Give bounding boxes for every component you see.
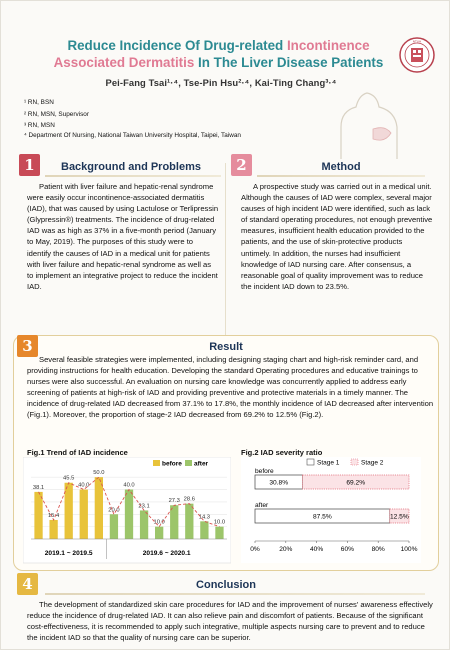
fig1-trend-chart (23, 457, 231, 567)
legend-swatch-before (153, 460, 160, 466)
method-paragraph: A prospective study was carried out in a medical unit. Although the causes of IAD were complex, several major causes of high incident IAD were identified, such as lack of standard operating procedures, not enough preventive measures, insufficient health education provided to the patients, and the use of skin-protective products untimely. In addition, the nurses had insufficient knowledge of IAD nursing care. After consensus, a reasonable goal of quality improvement was to reduce the incident IAD down to 23.5%. (241, 182, 433, 291)
background-paragraph: Patient with liver failure and hepatic-renal syndrome were easily occur incontinence-associated dermatitis (IAD), that was caused by using Lactulose or Terlipressin (Glypressin®) treatments. The incidence of drug-related IAD was as high as 37% in a five-month period (January to May, 2019). The purposes of this study were to identify the causes of IAD in a medical unit for patients with liver failure and hepatic-renal syndrome as well as to implement an integrative project to reduce the incident IAD. (27, 182, 219, 291)
x-tick-label: 20% (279, 546, 293, 553)
data-label: 23.1 (138, 503, 150, 510)
data-label: 10.0 (153, 519, 165, 526)
data-label: 87.5% (313, 513, 332, 521)
result-paragraph: Several feasible strategies were implemented, including designing staging chart and high-risk reminder card, and providing instructions for health education. Developing the standard Operating procedures and educative trainings to nurses were also successful. An evaluation on nursing care knowledge was concurrently applied to address early screening of patients at high-risk of IAD and providing preventive and protective materials in a timely manner. The incidence of drug-related IAD decreased from 37.1% to 17.8%, the monthly incidence of IAD decreased after intervention (Fig.1). Moreover, the proportion of stage-2 IAD decreased from 69.2% to 12.5% (Fig.2). (27, 355, 434, 420)
legend-swatch-stage1 (307, 459, 314, 465)
legend-swatch-after (185, 460, 192, 466)
section-underline (45, 593, 425, 595)
data-label: 69.2% (346, 479, 366, 487)
section-number-badge: 1 (19, 154, 40, 176)
group-label: 2019.1 ~ 2019.5 (44, 550, 93, 557)
affiliation-line: ⁴ Department Of Nursing, National Taiwan University Hospital, Taipei, Taiwan (24, 132, 241, 139)
section-title-background: Background and Problems (61, 161, 201, 173)
legend-swatch-stage2 (351, 459, 358, 465)
title-part: Reduce Incidence Of Drug-related (67, 38, 287, 53)
legend-label-after: after (194, 460, 209, 468)
group-label: 2019.6 ~ 2020.1 (142, 550, 191, 557)
poster-title (31, 37, 406, 71)
x-tick-label: 60% (340, 546, 355, 553)
figure-1-title: Fig.1 Trend of IAD incidence (27, 448, 128, 457)
data-label: 40.0 (123, 482, 135, 489)
human-body-outline-graphic (301, 89, 421, 159)
data-label: 40.0 (78, 482, 90, 489)
legend-label-before: before (162, 460, 182, 468)
legend-label-stage2: Stage 2 (361, 459, 384, 467)
bar-after (110, 514, 118, 539)
affiliation-line: ¹ RN, BSN (24, 99, 54, 106)
legend-label-stage1: Stage 1 (317, 459, 340, 467)
bar-before (34, 492, 42, 539)
section-title-conclusion: Conclusion (196, 579, 256, 591)
section-title-method: Method (321, 161, 361, 173)
data-label: 45.5 (63, 475, 75, 482)
section-underline (257, 175, 425, 177)
data-label: 20.0 (108, 507, 120, 514)
affiliation-line: ³ RN, MSN (24, 122, 55, 129)
data-label: 15.4 (47, 512, 60, 519)
bar-after (170, 505, 178, 539)
data-label: 28.6 (183, 496, 195, 503)
data-label: 27.3 (168, 498, 180, 505)
column-divider (225, 163, 226, 341)
bar-after (155, 527, 163, 539)
x-tick-label: 0% (250, 546, 260, 553)
bar-before (49, 520, 57, 539)
affiliation-line: ² RN, MSN, Supervisor (24, 111, 89, 118)
x-tick-label: 80% (371, 546, 385, 553)
svg-text:NTUH: NTUH (412, 39, 422, 44)
section-number-badge: 2 (231, 154, 252, 176)
bar-before (95, 477, 103, 539)
data-label: 10.0 (213, 519, 226, 526)
bar-after (215, 527, 223, 539)
category-label: after (255, 502, 269, 509)
data-label: 14.3 (198, 514, 211, 521)
bar-before (80, 490, 88, 539)
section-number-badge: 4 (17, 573, 38, 595)
x-tick-label: 40% (309, 546, 324, 553)
bar-after (125, 490, 133, 539)
authors-line: Pei-Fang Tsai¹·⁴, Tse-Pin Hsu²·⁴, Kai-Ting Chang³·⁴ (105, 77, 337, 88)
data-label: 50.0 (93, 470, 105, 477)
bar-after (140, 510, 148, 539)
x-tick-label: 100% (400, 546, 418, 553)
data-label: 38.1 (32, 484, 45, 491)
fig2-severity-chart (241, 457, 421, 567)
section-number-badge: 3 (17, 335, 38, 357)
section-underline (45, 175, 221, 177)
title-part: Associated Dermatitis (53, 55, 195, 70)
title-part: In The Liver Disease Patients (194, 55, 384, 70)
bar-after (185, 504, 193, 539)
conclusion-paragraph: The development of standardized skin care procedures for IAD and the improvement of nurses' awareness effectively reduce the incidence of drug-related IAD. It can also relieve pain and discomfort of patients. Because of the significant cost-effectiveness, it is recommended to apply such integrative, multiple aspects nursing care to prevent and to reduce the incident IAD so that the quality of nursing care can be superior. (27, 600, 433, 643)
figure-2-title: Fig.2 IAD severity ratio (241, 448, 323, 457)
bar-before (65, 483, 73, 539)
data-label: 12.5% (390, 513, 409, 521)
title-part: Incontinence (286, 38, 370, 53)
university-seal-logo (399, 37, 435, 73)
data-label: 30.8% (269, 479, 289, 487)
bar-after (200, 521, 208, 539)
section-title-result: Result (209, 341, 243, 353)
category-label: before (255, 468, 274, 475)
